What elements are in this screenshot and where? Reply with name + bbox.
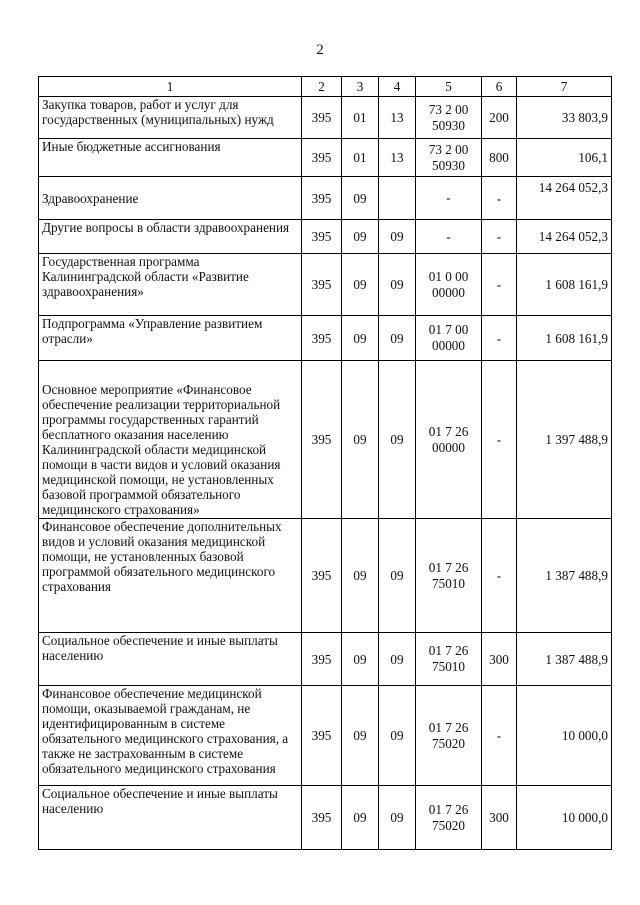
table-row xyxy=(39,139,612,177)
row-rz: 09 xyxy=(342,519,379,633)
row-rz: 09 xyxy=(342,316,379,361)
col-header-5: 5 xyxy=(416,77,482,97)
row-name: Иные бюджетные ассигнования xyxy=(39,139,302,177)
row-vr: - xyxy=(482,519,517,633)
row-pr: 09 xyxy=(379,316,416,361)
row-gr: 395 xyxy=(302,786,342,850)
row-pr: 09 xyxy=(379,519,416,633)
row-gr: 395 xyxy=(302,361,342,519)
row-pr: 09 xyxy=(379,220,416,254)
row-pr: 13 xyxy=(379,139,416,177)
row-vr: 800 xyxy=(482,139,517,177)
table-row xyxy=(39,633,612,686)
row-name: Здравоохранение xyxy=(39,177,302,220)
row-pr: 13 xyxy=(379,97,416,139)
row-rz: 09 xyxy=(342,254,379,316)
table-row xyxy=(39,177,612,220)
table-row xyxy=(39,97,612,139)
row-gr: 395 xyxy=(302,316,342,361)
row-amount: 1 387 488,9 xyxy=(517,519,612,633)
row-csr: 01 7 00 00000 xyxy=(416,316,482,361)
row-csr: - xyxy=(416,220,482,254)
row-rz: 09 xyxy=(342,633,379,686)
row-rz: 09 xyxy=(342,786,379,850)
col-header-2: 2 xyxy=(302,77,342,97)
row-rz: 01 xyxy=(342,97,379,139)
row-vr: - xyxy=(482,316,517,361)
row-rz: 09 xyxy=(342,220,379,254)
budget-table xyxy=(38,76,612,850)
table-row xyxy=(39,686,612,786)
row-csr: 01 7 26 75020 xyxy=(416,686,482,786)
row-gr: 395 xyxy=(302,220,342,254)
row-name: Закупка товаров, работ и услуг для государственных (муниципальных) нужд xyxy=(39,97,302,139)
row-name: Социальное обеспечение и иные выплаты населению xyxy=(39,786,302,850)
row-name: Подпрограмма «Управление развитием отрасли» xyxy=(39,316,302,361)
row-gr: 395 xyxy=(302,177,342,220)
page-number: 2 xyxy=(316,42,324,58)
row-pr xyxy=(379,177,416,220)
row-pr: 09 xyxy=(379,633,416,686)
row-vr: - xyxy=(482,220,517,254)
table-row xyxy=(39,786,612,850)
row-name: Социальное обеспечение и иные выплаты населению xyxy=(39,633,302,686)
row-name: Финансовое обеспечение дополнительных видов и условий оказания медицинской помощи, не установленных базовой программой обязательного медицинского страхования xyxy=(39,519,302,633)
row-csr: 01 7 26 75010 xyxy=(416,519,482,633)
row-pr: 09 xyxy=(379,361,416,519)
row-amount: 10 000,0 xyxy=(517,686,612,786)
row-vr: - xyxy=(482,177,517,220)
col-header-3: 3 xyxy=(342,77,379,97)
row-rz: 01 xyxy=(342,139,379,177)
row-gr: 395 xyxy=(302,254,342,316)
row-pr: 09 xyxy=(379,254,416,316)
row-gr: 395 xyxy=(302,519,342,633)
table-row xyxy=(39,316,612,361)
row-rz: 09 xyxy=(342,686,379,786)
row-amount: 1 608 161,9 xyxy=(517,254,612,316)
col-header-7: 7 xyxy=(517,77,612,97)
table-row xyxy=(39,220,612,254)
col-header-1: 1 xyxy=(39,77,302,97)
row-name: Государственная программа Калининградской области «Развитие здравоохранения» xyxy=(39,254,302,316)
row-csr: - xyxy=(416,177,482,220)
row-csr: 01 0 00 00000 xyxy=(416,254,482,316)
row-pr: 09 xyxy=(379,786,416,850)
row-csr: 73 2 00 50930 xyxy=(416,139,482,177)
row-csr: 01 7 26 75010 xyxy=(416,633,482,686)
row-amount: 14 264 052,3 xyxy=(517,220,612,254)
row-name: Другие вопросы в области здравоохранения xyxy=(39,220,302,254)
row-vr: - xyxy=(482,686,517,786)
row-gr: 395 xyxy=(302,686,342,786)
row-amount: 33 803,9 xyxy=(517,97,612,139)
row-gr: 395 xyxy=(302,633,342,686)
row-csr: 73 2 00 50930 xyxy=(416,97,482,139)
row-amount: 106,1 xyxy=(517,139,612,177)
row-vr: - xyxy=(482,361,517,519)
row-vr: 300 xyxy=(482,786,517,850)
row-amount: 10 000,0 xyxy=(517,786,612,850)
row-csr: 01 7 26 75020 xyxy=(416,786,482,850)
table-row xyxy=(39,361,612,519)
row-amount: 1 387 488,9 xyxy=(517,633,612,686)
row-name: Финансовое обеспечение медицинской помощи, оказываемой гражданам, не идентифицированным в системе обязательного медицинского страхования, а также не застрахованным в системе обязательного медицинского страхования xyxy=(39,686,302,786)
table-row xyxy=(39,519,612,633)
row-pr: 09 xyxy=(379,686,416,786)
row-rz: 09 xyxy=(342,361,379,519)
row-amount: 1 608 161,9 xyxy=(517,316,612,361)
row-rz: 09 xyxy=(342,177,379,220)
row-gr: 395 xyxy=(302,97,342,139)
row-amount: 1 397 488,9 xyxy=(517,361,612,519)
row-vr: - xyxy=(482,254,517,316)
row-vr: 300 xyxy=(482,633,517,686)
col-header-6: 6 xyxy=(482,77,517,97)
row-amount: 14 264 052,3 xyxy=(517,177,612,220)
col-header-4: 4 xyxy=(379,77,416,97)
row-csr: 01 7 26 00000 xyxy=(416,361,482,519)
row-name: Основное мероприятие «Финансовое обеспечение реализации территориальной программы государственных гарантий бесплатного оказания населению Калининградской области медицинской помощи в части видов и условий оказания медицинской помощи, не установленных базовой программой обязательного медицинского страхования» xyxy=(39,361,302,519)
table-row xyxy=(39,254,612,316)
row-vr: 200 xyxy=(482,97,517,139)
header-row xyxy=(39,77,612,97)
row-gr: 395 xyxy=(302,139,342,177)
